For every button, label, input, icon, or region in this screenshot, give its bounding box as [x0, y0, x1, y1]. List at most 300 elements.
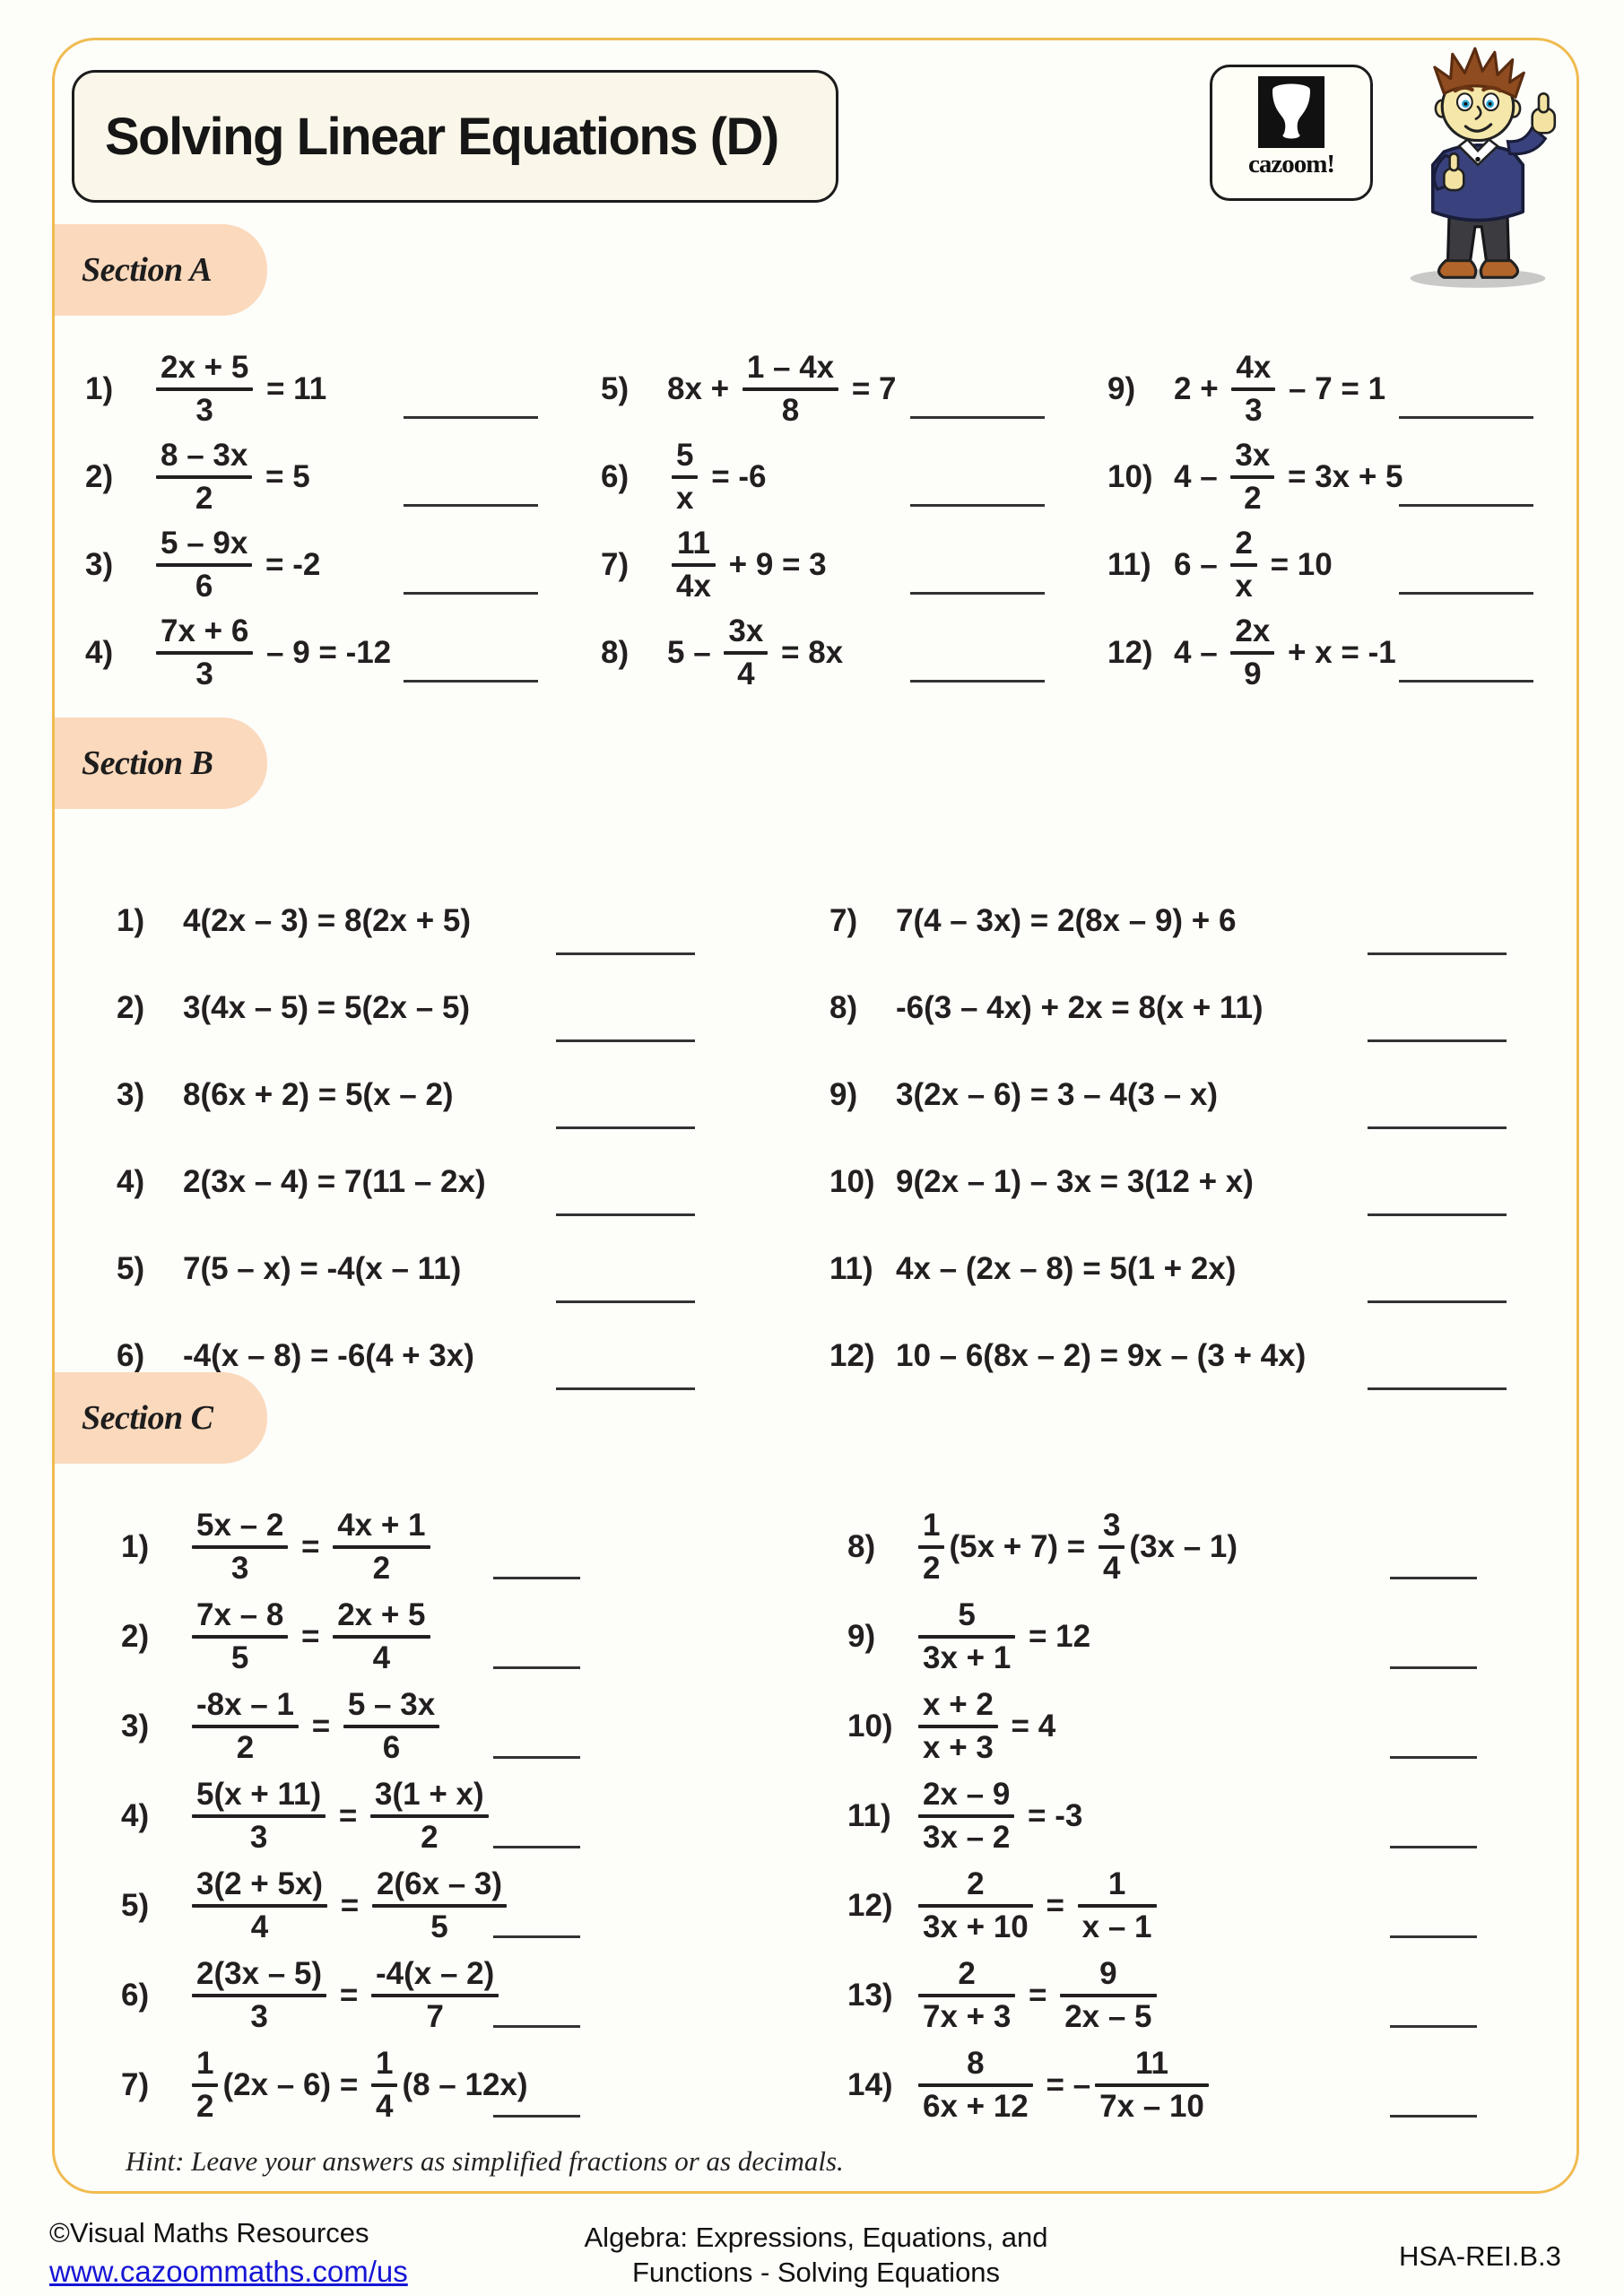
copyright-text: ©Visual Maths Resources — [49, 2217, 369, 2248]
answer-line[interactable] — [1399, 416, 1533, 419]
problem-number: 7) — [601, 547, 630, 582]
answer-line[interactable] — [556, 1213, 695, 1216]
equation-text: – 7 = 1 — [1280, 371, 1386, 406]
problem-B-3 — [117, 1051, 695, 1138]
problem-number: 5) — [117, 1250, 145, 1286]
equation-text: 4(2x – 3) = 8(2x + 5) — [183, 902, 472, 938]
fraction — [192, 1779, 326, 1853]
equation-text: 10 – 6(8x – 2) = 9x – (3 + 4x) — [896, 1337, 1307, 1373]
problem-A-12 — [1107, 609, 1538, 697]
equation-text: = -2 — [256, 547, 321, 582]
equation-text: = 5 — [256, 459, 310, 494]
fraction-denominator: 3x + 1 — [923, 1640, 1012, 1675]
fraction — [333, 1509, 430, 1584]
equation — [896, 1338, 1306, 1374]
equation — [1174, 615, 1396, 690]
fraction-numerator: 3x — [728, 613, 764, 649]
problem-C-10 — [847, 1682, 1484, 1771]
fraction-numerator: 1 — [375, 2046, 394, 2082]
equation — [914, 1509, 1238, 1584]
fraction-numerator: 5 — [676, 438, 694, 474]
answer-line[interactable] — [1390, 1666, 1477, 1669]
answer-line[interactable] — [1390, 1756, 1477, 1759]
problem-number: 3) — [85, 547, 114, 582]
equation — [152, 615, 391, 690]
fraction-numerator: x + 2 — [923, 1687, 994, 1723]
fraction-denominator: 7x + 3 — [923, 1999, 1012, 2034]
fraction-denominator: 5 — [430, 1909, 448, 1944]
fraction-numerator: 5x – 2 — [196, 1508, 284, 1544]
answer-line[interactable] — [556, 1126, 695, 1129]
fraction-denominator: 2 — [421, 1820, 439, 1855]
problem-number: 8) — [829, 989, 858, 1025]
fraction-denominator: 4 — [375, 2089, 394, 2124]
cazoom-logo-text: cazoom! — [1247, 150, 1335, 178]
equation-text: 7(4 – 3x) = 2(8x – 9) + 6 — [896, 902, 1237, 938]
problem-number: 6) — [601, 459, 630, 494]
fraction — [1099, 1509, 1125, 1584]
equation-text: 2(3x – 4) = 7(11 – 2x) — [183, 1163, 486, 1199]
problem-C-1 — [121, 1502, 587, 1592]
equation-text: = — [292, 1529, 329, 1564]
problem-C-8 — [847, 1502, 1484, 1592]
equation-text: = 4 — [1002, 1709, 1056, 1744]
fraction-denominator: 2x – 5 — [1064, 1999, 1152, 2034]
fraction — [372, 1868, 507, 1943]
problem-A-3 — [85, 521, 543, 609]
fraction — [1230, 439, 1274, 514]
problem-B-9 — [829, 1051, 1507, 1138]
equation-text: = — [302, 1709, 339, 1744]
fraction-numerator: 1 – 4x — [746, 350, 835, 386]
problem-number: 14) — [847, 2067, 893, 2102]
problem-number: 2) — [85, 459, 114, 494]
equation — [914, 1958, 1161, 2032]
problem-A-9 — [1107, 345, 1538, 433]
answer-line[interactable] — [404, 504, 538, 507]
problem-B-12 — [829, 1312, 1507, 1399]
answer-line[interactable] — [1399, 680, 1533, 683]
equation-text: + x = -1 — [1279, 635, 1396, 670]
problem-number: 4) — [121, 1798, 150, 1833]
problem-number: 10) — [847, 1709, 893, 1744]
footer-copyright-block — [49, 2217, 408, 2289]
equation — [183, 1077, 454, 1113]
answer-line[interactable] — [1390, 1577, 1477, 1579]
fraction — [192, 1509, 288, 1584]
answer-line[interactable] — [910, 592, 1045, 595]
fraction-denominator: 2 — [923, 1551, 941, 1586]
fraction-numerator: 8 – 3x — [161, 438, 248, 474]
fraction-denominator: 3 — [250, 1999, 268, 2034]
problem-number: 12) — [1107, 635, 1153, 670]
problem-number: 10) — [829, 1163, 875, 1199]
fraction-denominator: 3 — [1245, 393, 1263, 428]
problem-number: 9) — [829, 1076, 858, 1112]
equation — [1174, 352, 1385, 426]
equation-text: = — [332, 1888, 368, 1923]
equation-text: -6(3 – 4x) + 2x = 8(x + 11) — [896, 989, 1264, 1025]
equation-text: 2 + — [1174, 371, 1228, 406]
fraction — [1230, 615, 1274, 690]
fraction-denominator: x — [676, 481, 694, 516]
equation-text: 3(2x – 6) = 3 – 4(3 – x) — [896, 1076, 1218, 1112]
problem-number: 11) — [829, 1250, 873, 1286]
equation — [914, 2048, 1213, 2122]
equation-text: 4x – (2x – 8) = 5(1 + 2x) — [896, 1250, 1237, 1286]
problem-number: 9) — [1107, 371, 1136, 406]
problem-number: 2) — [117, 989, 145, 1025]
equation — [914, 1689, 1055, 1763]
equation — [152, 352, 326, 426]
equation-text: = — [331, 1978, 367, 2013]
fraction-denominator: 3x – 2 — [923, 1820, 1011, 1855]
problem-number: 6) — [121, 1978, 150, 2013]
equation-text: = — [292, 1619, 329, 1654]
fraction-numerator: 4x — [1236, 350, 1272, 386]
fraction — [672, 527, 716, 602]
equation-text: (8 – 12x) — [402, 2067, 528, 2102]
problem-C-2 — [121, 1592, 587, 1682]
equation — [187, 1509, 435, 1584]
problem-B-1 — [117, 877, 695, 964]
fraction-numerator: 3(2 + 5x) — [196, 1866, 324, 1902]
problem-B-5 — [117, 1225, 695, 1312]
equation-text: (5x + 7) = — [949, 1529, 1094, 1564]
fraction — [1231, 352, 1275, 426]
equation-text: = 11 — [257, 371, 327, 406]
problem-number: 4) — [85, 635, 114, 670]
fraction — [371, 2048, 397, 2122]
problem-A-2 — [85, 433, 543, 521]
equation-text: 6 – — [1174, 547, 1227, 582]
problem-number: 12) — [847, 1888, 893, 1923]
fraction-numerator: 2 — [1235, 526, 1253, 561]
cazoom-website-link[interactable]: www.cazoommaths.com/us — [49, 2255, 408, 2288]
fraction-numerator: 2x — [1235, 613, 1271, 649]
equation — [667, 527, 827, 602]
fraction-numerator: 5(x + 11) — [196, 1777, 322, 1813]
answer-line[interactable] — [910, 680, 1045, 683]
problem-C-3 — [121, 1682, 587, 1771]
footer-subject-block — [538, 2221, 1094, 2291]
equation-text: = -3 — [1019, 1798, 1083, 1833]
problem-C-14 — [847, 2040, 1484, 2130]
answer-line[interactable] — [1368, 1387, 1507, 1390]
fraction-denominator: 2 — [195, 481, 213, 516]
fraction-denominator: x — [1235, 569, 1253, 604]
problem-number: 13) — [847, 1978, 893, 2013]
fraction-denominator: 7 — [426, 1999, 444, 2034]
fraction — [918, 1779, 1014, 1853]
fraction-numerator: 5 – 9x — [161, 526, 248, 561]
equation-text: 4 – — [1174, 635, 1227, 670]
answer-line[interactable] — [1368, 1126, 1507, 1129]
answer-line[interactable] — [493, 1756, 580, 1759]
problem-number: 4) — [117, 1163, 145, 1199]
fraction — [1230, 527, 1256, 602]
problem-B-7 — [829, 877, 1507, 964]
answer-line[interactable] — [493, 1846, 580, 1848]
answer-line[interactable] — [404, 680, 538, 683]
problem-number: 9) — [847, 1619, 876, 1654]
answer-line[interactable] — [1368, 1213, 1507, 1216]
answer-line[interactable] — [493, 1577, 580, 1579]
answer-line[interactable] — [1368, 952, 1507, 955]
equation — [183, 1338, 474, 1374]
worksheet-title-box — [72, 70, 838, 203]
section-a-header — [55, 224, 267, 316]
fraction-denominator: 3 — [249, 1820, 268, 1855]
fraction-numerator: 2 — [967, 1866, 985, 1902]
fraction — [192, 1689, 299, 1763]
problem-C-7 — [121, 2040, 587, 2130]
fraction-numerator: 2x + 5 — [337, 1597, 426, 1633]
answer-line[interactable] — [1399, 504, 1533, 507]
equation-text: (2x – 6) = — [222, 2067, 367, 2102]
problem-A-8 — [601, 609, 1049, 697]
problem-B-4 — [117, 1138, 695, 1225]
answer-line[interactable] — [556, 1300, 695, 1303]
fraction — [918, 2048, 1033, 2122]
answer-line[interactable] — [493, 2025, 580, 2028]
problem-number: 10) — [1107, 459, 1153, 494]
fraction-denominator: 3 — [230, 1551, 249, 1586]
fraction — [192, 1599, 288, 1674]
problem-number: 1) — [117, 902, 145, 938]
fraction-denominator: 4 — [250, 1909, 269, 1944]
equation-text: (3x – 1) — [1129, 1529, 1238, 1564]
problem-number: 11) — [847, 1798, 891, 1833]
equation-text: 9(2x – 1) – 3x = 3(12 + x) — [896, 1163, 1254, 1199]
cartoon-boy-mascot — [1383, 47, 1573, 291]
problem-A-1 — [85, 345, 543, 433]
problem-number: 6) — [117, 1337, 145, 1373]
fraction-numerator: 5 — [958, 1597, 976, 1633]
equation-text: = 8x — [772, 635, 844, 670]
equation — [152, 527, 320, 602]
equation-text: 4 – — [1174, 459, 1227, 494]
equation — [187, 1689, 444, 1763]
problem-C-6 — [121, 1951, 587, 2040]
equation — [667, 352, 897, 426]
fraction-numerator: 2x + 5 — [161, 350, 249, 386]
fraction — [192, 2048, 218, 2122]
fraction-denominator: 4 — [1102, 1551, 1121, 1586]
equation-text: + 9 = 3 — [719, 547, 827, 582]
fraction — [192, 1958, 326, 2032]
problem-number: 7) — [829, 902, 858, 938]
equation — [667, 615, 843, 690]
fraction — [1060, 1958, 1156, 2032]
equation-text: = — [1037, 1888, 1073, 1923]
problem-C-13 — [847, 1951, 1484, 2040]
fraction-numerator: 2 — [958, 1956, 976, 1992]
equation — [187, 1958, 503, 2032]
problem-B-8 — [829, 964, 1507, 1051]
answer-line[interactable] — [1390, 1846, 1477, 1848]
fraction-numerator: -8x – 1 — [196, 1687, 294, 1723]
problem-A-6 — [601, 433, 1049, 521]
answer-line[interactable] — [1368, 1039, 1507, 1042]
fraction — [918, 1509, 944, 1584]
fraction-numerator: 3x — [1235, 438, 1271, 474]
fraction-denominator: 6x + 12 — [923, 2089, 1029, 2124]
problem-B-2 — [117, 964, 695, 1051]
section-a-problems — [85, 345, 1538, 697]
subject-line-1: Algebra: Expressions, Equations, and — [584, 2222, 1048, 2253]
equation-text: = — [330, 1798, 367, 1833]
answer-line[interactable] — [493, 2115, 580, 2118]
problem-number: 5) — [121, 1888, 150, 1923]
equation — [1174, 439, 1403, 514]
problem-number: 3) — [121, 1709, 150, 1744]
answer-line[interactable] — [404, 416, 538, 419]
answer-line[interactable] — [1399, 592, 1533, 595]
fraction — [370, 1779, 489, 1853]
fraction-denominator: 4 — [372, 1640, 391, 1675]
equation — [896, 903, 1236, 939]
fraction-denominator: 2 — [196, 2089, 214, 2124]
equation — [896, 990, 1264, 1026]
problem-number: 3) — [117, 1076, 145, 1112]
fraction — [918, 1689, 998, 1763]
fraction-denominator: 3 — [195, 393, 213, 428]
fraction — [192, 1868, 327, 1943]
problem-C-5 — [121, 1861, 587, 1951]
fraction — [918, 1868, 1033, 1943]
equation-text: 7(5 – x) = -4(x – 11) — [183, 1250, 462, 1286]
equation — [187, 1779, 493, 1853]
fraction — [156, 527, 252, 602]
fraction-denominator: 2 — [236, 1730, 255, 1765]
fraction-denominator: 6 — [195, 569, 213, 604]
fraction-numerator: 2(3x – 5) — [196, 1956, 323, 1992]
fraction-denominator: 4 — [737, 657, 755, 691]
answer-line[interactable] — [556, 1039, 695, 1042]
fraction-numerator: 7x – 8 — [196, 1597, 284, 1633]
fraction — [724, 615, 768, 690]
answer-line[interactable] — [556, 1387, 695, 1390]
problem-number: 1) — [121, 1529, 150, 1564]
equation — [914, 1779, 1082, 1853]
answer-line[interactable] — [910, 416, 1045, 419]
equation — [187, 1868, 511, 1943]
answer-line[interactable] — [493, 1666, 580, 1669]
fraction-numerator: 3 — [1102, 1508, 1121, 1544]
problem-number: 11) — [1107, 547, 1151, 582]
hint-text: Hint: Leave your answers as simplified fractions or as decimals. — [126, 2145, 844, 2177]
problem-number: 7) — [121, 2067, 150, 2102]
problem-A-11 — [1107, 521, 1538, 609]
answer-line[interactable] — [556, 952, 695, 955]
fraction — [156, 439, 252, 514]
problem-number: 8) — [847, 1529, 876, 1564]
equation — [187, 2048, 528, 2122]
equation-text: = — [1020, 1978, 1056, 2013]
fraction-denominator: 3x + 10 — [923, 1909, 1029, 1944]
fraction-denominator: 2 — [372, 1551, 391, 1586]
problem-C-9 — [847, 1592, 1484, 1682]
fraction-numerator: 9 — [1099, 1956, 1117, 1992]
fraction-denominator: x – 1 — [1081, 1909, 1152, 1944]
equation — [914, 1868, 1161, 1943]
problem-C-12 — [847, 1861, 1484, 1951]
equation-text: = 12 — [1020, 1619, 1091, 1654]
answer-line[interactable] — [1390, 1935, 1477, 1938]
answer-line[interactable] — [1390, 2115, 1477, 2118]
fraction — [743, 352, 838, 426]
fraction — [672, 439, 698, 514]
section-b-problems — [117, 877, 1507, 1399]
fraction-denominator: 6 — [382, 1730, 401, 1765]
problem-C-4 — [121, 1771, 587, 1861]
fraction — [156, 615, 253, 690]
problem-B-11 — [829, 1225, 1507, 1312]
fraction-numerator: -4(x – 2) — [375, 1956, 495, 1992]
equation-text: 3(4x – 5) = 5(2x – 5) — [183, 989, 471, 1025]
section-c-header — [55, 1372, 267, 1464]
equation — [914, 1599, 1090, 1674]
section-a-label: Section A — [82, 251, 213, 289]
answer-line[interactable] — [910, 504, 1045, 507]
equation — [1174, 527, 1333, 602]
equation-text: = 10 — [1261, 547, 1333, 582]
equation-text: = 7 — [843, 371, 897, 406]
answer-line[interactable] — [493, 1935, 580, 1938]
answer-line[interactable] — [1390, 2025, 1477, 2028]
fraction-denominator: 9 — [1244, 657, 1262, 691]
equation — [152, 439, 310, 514]
fraction-denominator: 3 — [195, 657, 213, 691]
cazoom-logo — [1210, 65, 1373, 201]
problem-number: 2) — [121, 1619, 150, 1654]
answer-line[interactable] — [1368, 1300, 1507, 1303]
answer-line[interactable] — [404, 592, 538, 595]
fraction — [918, 1958, 1015, 2032]
problem-B-10 — [829, 1138, 1507, 1225]
fraction — [333, 1599, 430, 1674]
problem-number: 12) — [829, 1337, 875, 1373]
fraction-numerator: 5 – 3x — [347, 1687, 436, 1723]
equation-text: – 9 = -12 — [257, 635, 392, 670]
fraction-numerator: 2x – 9 — [923, 1777, 1011, 1813]
equation-text: = -6 — [702, 459, 767, 494]
problem-number: 1) — [85, 371, 114, 406]
fraction — [156, 352, 253, 426]
equation-text: -4(x – 8) = -6(4 + 3x) — [183, 1337, 474, 1373]
fraction-numerator: 1 — [196, 2046, 214, 2082]
fraction-numerator: 2(6x – 3) — [376, 1866, 503, 1902]
equation — [183, 903, 471, 939]
equation-text: = 3x + 5 — [1279, 459, 1403, 494]
problem-A-7 — [601, 521, 1049, 609]
subject-line-2: Functions - Solving Equations — [631, 2256, 1001, 2288]
equation-text: = – — [1037, 2067, 1091, 2102]
section-b-label: Section B — [82, 744, 213, 782]
equation — [896, 1077, 1218, 1113]
equation — [187, 1599, 435, 1674]
problem-A-5 — [601, 345, 1049, 433]
fraction-denominator: 7x – 10 — [1099, 2089, 1204, 2124]
equation-text: 8x + — [667, 371, 738, 406]
equation-text: 8(6x + 2) = 5(x – 2) — [183, 1076, 454, 1112]
fraction-numerator: 4x + 1 — [337, 1508, 426, 1544]
fraction — [371, 1958, 499, 2032]
fraction-denominator: 5 — [230, 1640, 249, 1675]
problem-A-4 — [85, 609, 543, 697]
fraction-denominator: 4x — [676, 569, 711, 604]
